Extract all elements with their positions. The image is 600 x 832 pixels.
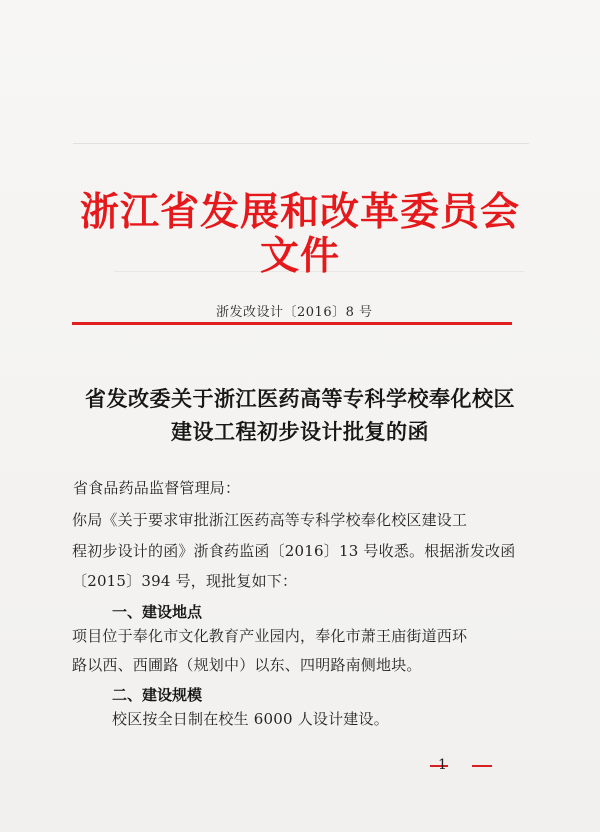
section-heading-location: 一、建设地点 xyxy=(112,603,203,621)
paragraph-line: 〔2015〕394 号，现批复如下： xyxy=(72,572,298,590)
page-number-dash-right xyxy=(472,765,492,767)
document-title-line-1: 省发改委关于浙江医药高等专科学校奉化校区 xyxy=(85,386,515,411)
recipient: 省食品药品监督管理局： xyxy=(73,479,241,497)
paragraph-line: 你局《关于要求审批浙江医药高等专科学校奉化校区建设工 xyxy=(72,511,468,529)
page-number: 1 xyxy=(438,757,447,773)
section-heading-scale: 二、建设规模 xyxy=(112,686,203,704)
faint-divider xyxy=(73,143,529,144)
document-number: 浙发改设计〔2016〕8 号 xyxy=(216,305,373,320)
section-body-line: 路以西、西圃路（规划中）以东、四明路南侧地块。 xyxy=(72,656,422,674)
section-body-line: 校区按全日制在校生 6000 人设计建设。 xyxy=(112,710,389,728)
document-title-line-2: 建设工程初步设计批复的函 xyxy=(171,419,429,444)
section-body-line: 项目位于奉化市文化教育产业园内，奉化市萧王庙街道西环 xyxy=(72,627,468,645)
red-divider xyxy=(72,322,512,325)
paragraph-line: 程初步设计的函》浙食药监函〔2016〕13 号收悉。根据浙发改函 xyxy=(72,542,516,560)
agency-title: 浙江省发展和改革委员会文件 xyxy=(79,189,520,279)
